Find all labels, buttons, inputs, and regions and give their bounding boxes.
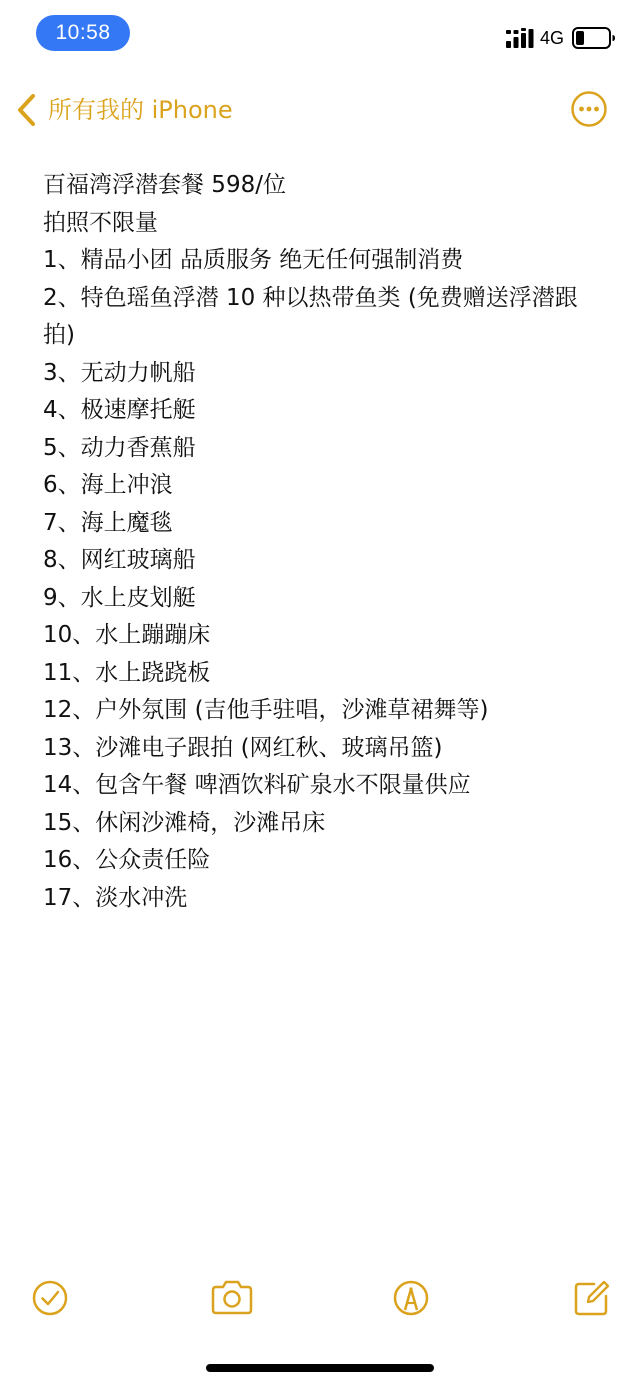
network-type-label: 4G bbox=[540, 28, 565, 48]
note-line: 14、包含午餐 啤酒饮料矿泉水不限量供应 bbox=[43, 772, 471, 798]
chevron-left-icon bbox=[14, 93, 40, 127]
cellular-signal-icon bbox=[506, 28, 534, 48]
note-line: 拍照不限量 bbox=[43, 209, 158, 236]
note-line: 11、水上跷跷板 bbox=[43, 659, 211, 686]
note-line: 8、网红玻璃船 bbox=[43, 547, 196, 573]
markup-icon[interactable] bbox=[389, 1276, 433, 1320]
camera-icon[interactable] bbox=[208, 1276, 256, 1320]
bottom-toolbar bbox=[0, 1276, 640, 1326]
checklist-icon[interactable] bbox=[28, 1276, 72, 1320]
note-line: 6、海上冲浪 bbox=[43, 472, 173, 498]
note-line: 4、极速摩托艇 bbox=[43, 397, 196, 423]
status-bar bbox=[0, 0, 640, 70]
note-line: 16、公众责任险 bbox=[43, 847, 211, 873]
nav-bar bbox=[0, 80, 640, 140]
status-time[interactable]: 10:58 bbox=[36, 15, 130, 51]
note-line: 7、海上魔毯 bbox=[43, 509, 173, 536]
note-line: 17、淡水冲洗 bbox=[43, 884, 188, 911]
back-label: 所有我的 iPhone bbox=[48, 96, 233, 124]
note-line: 9、水上皮划艇 bbox=[43, 584, 196, 611]
note-line: 12、户外氛围 (吉他手驻唱，沙滩草裙舞等) bbox=[43, 697, 489, 723]
note-line: 3、无动力帆船 bbox=[43, 359, 196, 386]
home-indicator[interactable] bbox=[206, 1364, 434, 1372]
back-button[interactable] bbox=[14, 90, 233, 130]
note-line: 1、精品小团 品质服务 绝无任何强制消费 bbox=[43, 247, 464, 273]
note-line: 5、动力香蕉船 bbox=[43, 434, 196, 461]
note-line: 10、水上蹦蹦床 bbox=[43, 622, 211, 648]
note-title: 百福湾浮潜套餐 598/位 bbox=[43, 172, 286, 198]
note-line: 13、沙滩电子跟拍 (网红秋、玻璃吊篮) bbox=[43, 734, 443, 761]
ellipsis-circle-icon[interactable] bbox=[570, 90, 608, 128]
compose-icon[interactable] bbox=[570, 1276, 614, 1320]
battery-icon bbox=[572, 27, 616, 49]
note-line: 15、休闲沙滩椅，沙滩吊床 bbox=[43, 809, 326, 836]
note-line: 2、特色瑶鱼浮潜 10 种以热带鱼类 (免费赠送浮潜跟拍) bbox=[43, 284, 578, 348]
note-body[interactable] bbox=[43, 167, 603, 917]
